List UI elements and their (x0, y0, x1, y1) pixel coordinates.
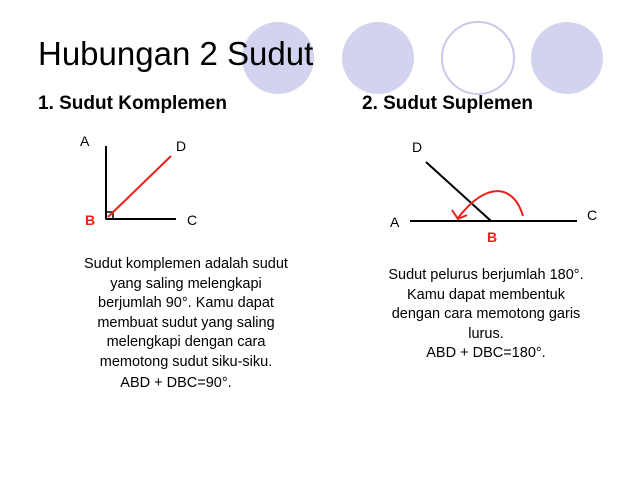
label-a-right: A (390, 214, 400, 230)
label-b-right: B (487, 229, 498, 245)
desc-line: Sudut komplemen adalah sudut (84, 256, 288, 272)
label-d-right: D (412, 139, 423, 155)
desc-line: Sudut pelurus berjumlah 180°. (388, 267, 584, 283)
desc-line: memotong sudut siku-siku. (99, 353, 273, 370)
label-c: C (187, 212, 198, 228)
line-bd (108, 156, 171, 217)
desc-line: melengkapi dengan cara (106, 334, 266, 350)
line-bd-right (426, 162, 491, 221)
desc-line: membuat sudut yang saling (97, 314, 275, 331)
label-b: B (85, 212, 96, 228)
desc-line: yang saling melengkapi (110, 275, 262, 292)
heading-complement: 1. Sudut Komplemen (38, 93, 227, 114)
label-a: A (80, 133, 90, 149)
angle-arc (458, 191, 523, 218)
desc-line: ABD + DBC=180°. (426, 345, 546, 361)
heading-supplement: 2. Sudut Suplemen (362, 93, 534, 114)
supplement-description (372, 266, 600, 364)
desc-line: lurus. (468, 325, 504, 342)
page-title: Hubungan 2 Sudut (38, 35, 314, 72)
desc-line: Kamu dapat membentuk (407, 286, 565, 303)
desc-line: dengan cara memotong garis (391, 306, 581, 322)
label-d: D (176, 138, 187, 154)
label-c-right: C (587, 207, 598, 223)
desc-line: berjumlah 90°. Kamu dapat (98, 295, 274, 311)
complement-formula: ABD + DBC=90°. (120, 375, 232, 391)
complement-description (58, 255, 314, 372)
